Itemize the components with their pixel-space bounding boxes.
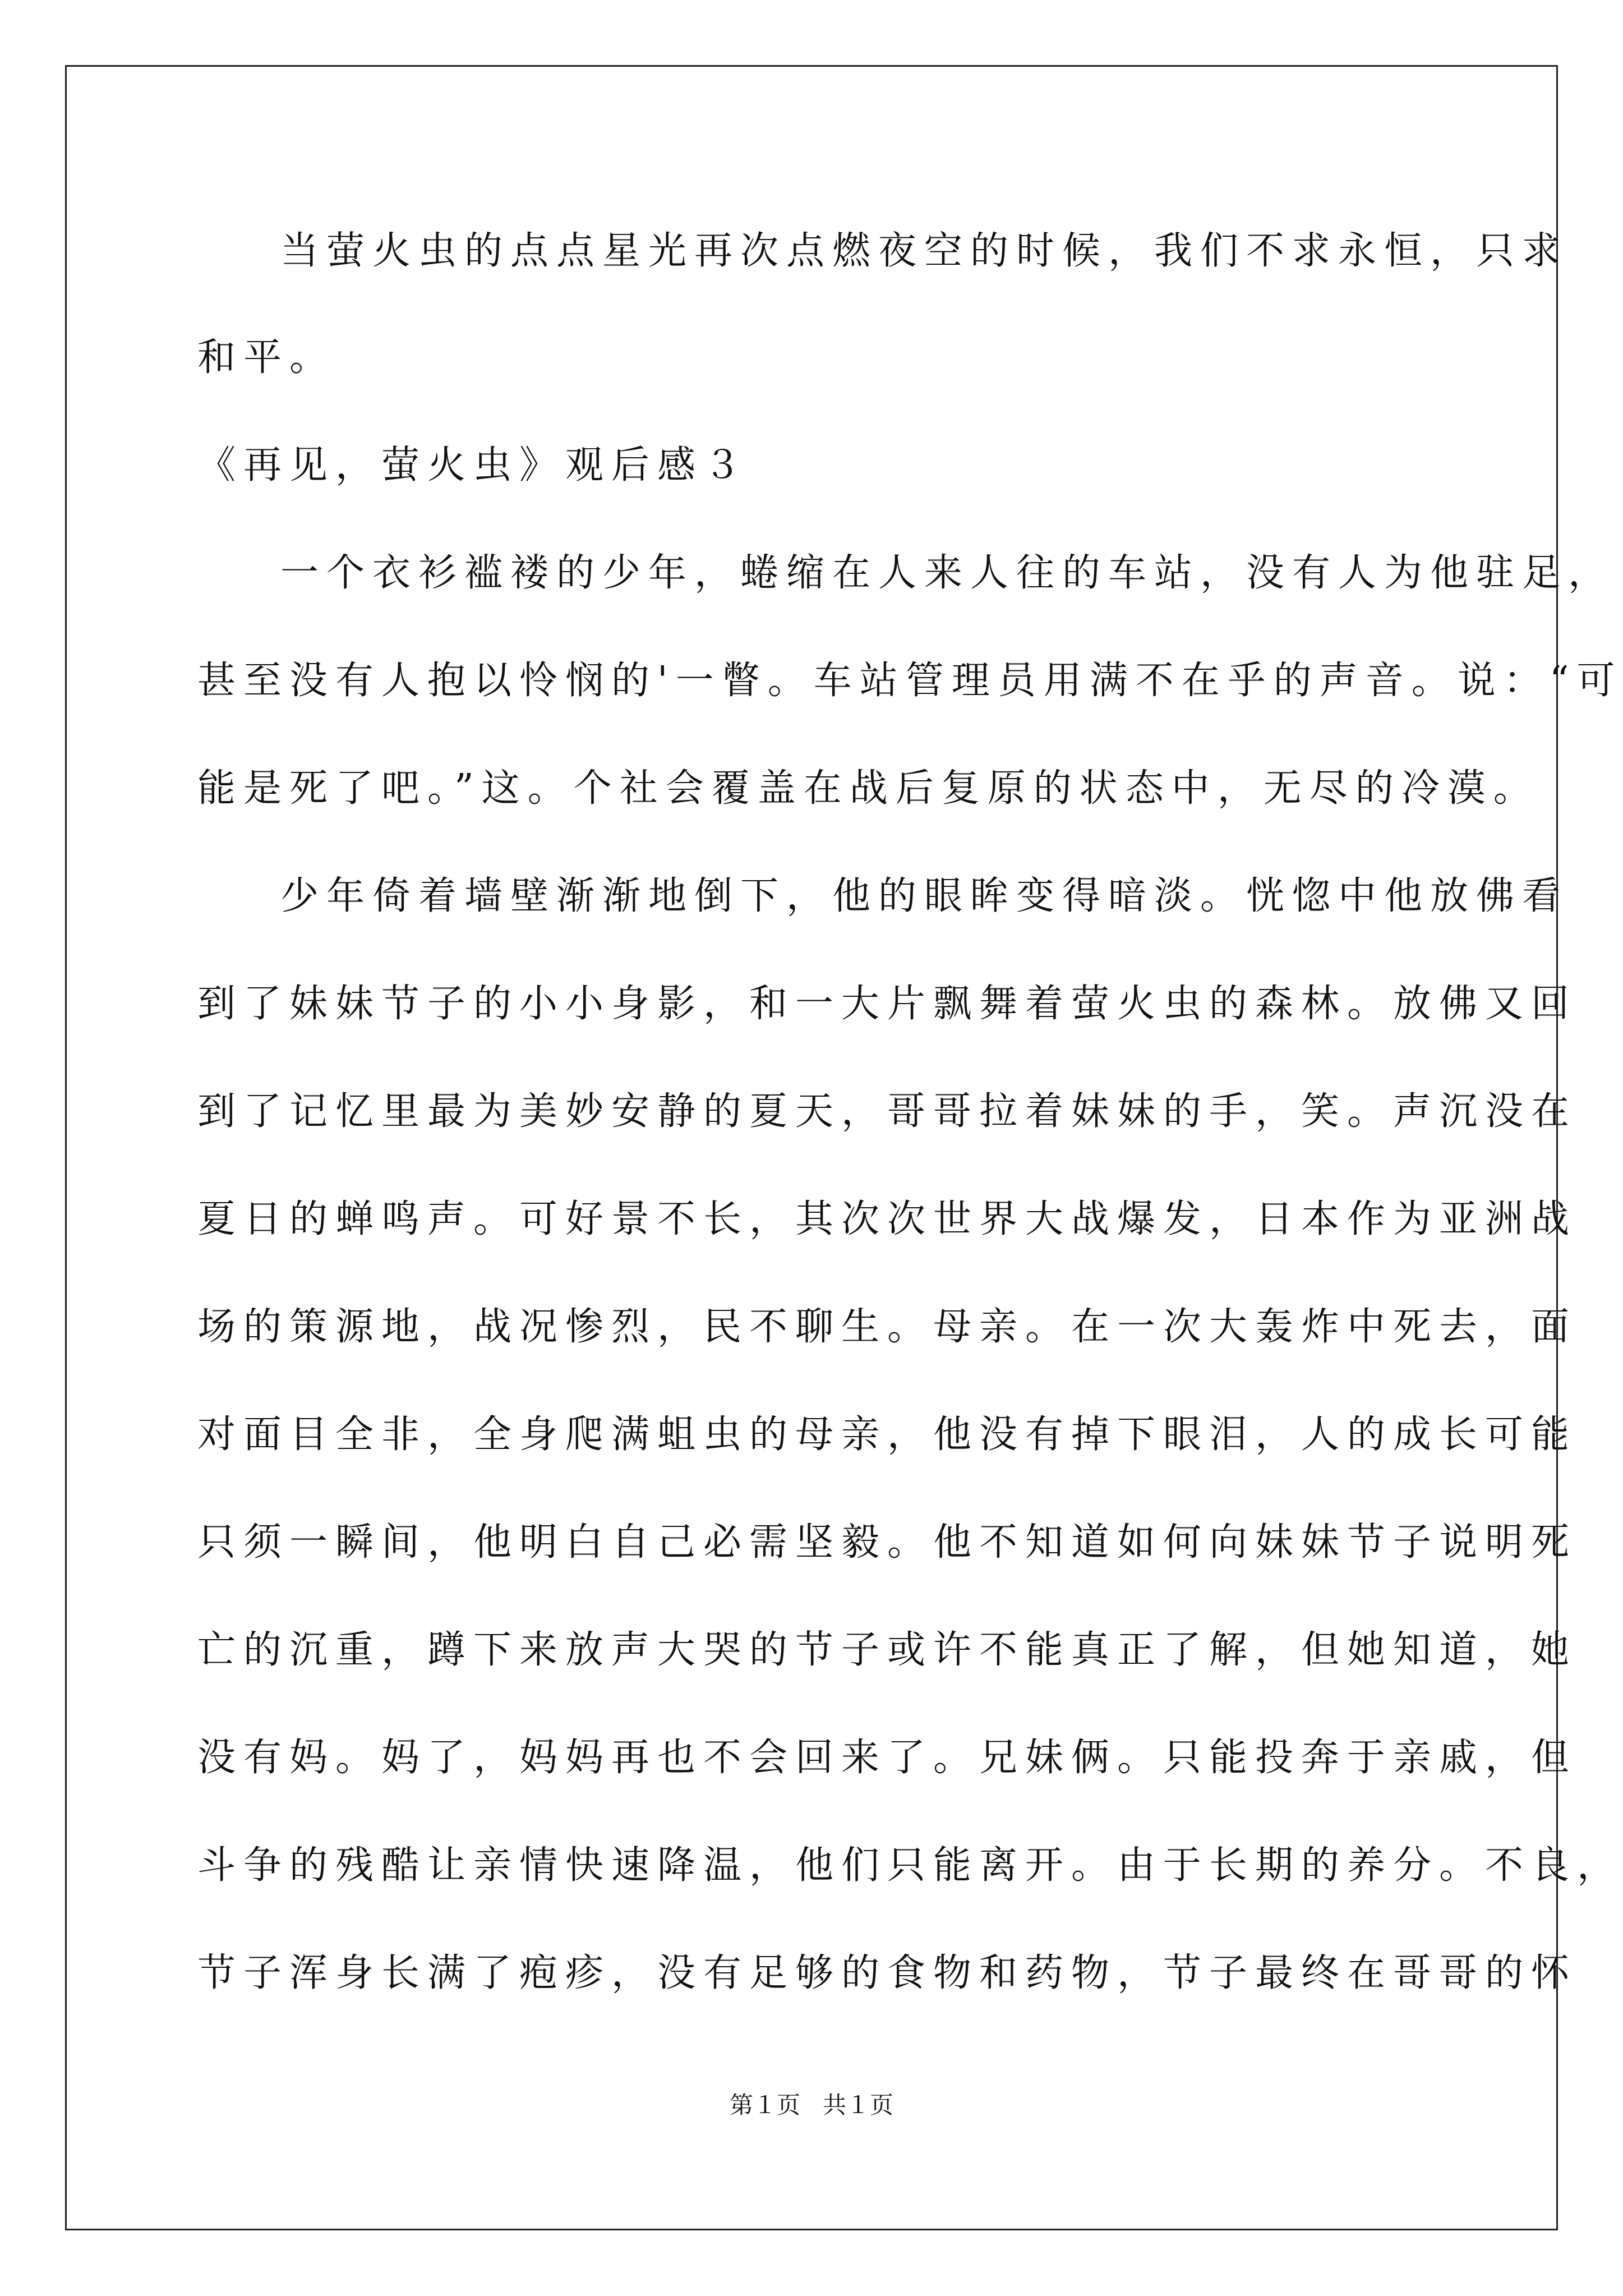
- paragraph-line: 亡的沉重，蹲下来放声大哭的节子或许不能真正了解，但她知道，她: [197, 1628, 1578, 1672]
- paragraph-line: 一个衣衫褴褛的少年，蜷缩在人来人往的车站，没有人为他驻足，: [280, 551, 1615, 595]
- paragraph-line: 到了妹妹节子的小小身影，和一大片飘舞着萤火虫的森林。放佛又回: [197, 982, 1578, 1026]
- paragraph-line: 对面目全非，全身爬满蛆虫的母亲，他没有掉下眼泪，人的成长可能: [197, 1412, 1578, 1457]
- paragraph-line: 只须一瞬间，他明白自己必需坚毅。他不知道如何向妹妹节子说明死: [197, 1520, 1578, 1565]
- paragraph-line: 当萤火虫的点点星光再次点燃夜空的时候，我们不求永恒，只求: [280, 229, 1569, 273]
- page-number-footer: 第１页 共１页: [729, 2091, 894, 2119]
- section-heading: 《再见，萤火虫》观后感３: [197, 443, 750, 487]
- paragraph-line: 甚至没有人抱以怜悯的'一瞥。车站管理员用满不在乎的声音。说：“可: [197, 659, 1623, 703]
- paragraph-line: 斗争的残酷让亲情快速降温，他们只能离开。由于长期的养分。不良，: [197, 1843, 1623, 1888]
- paragraph-line: 场的策源地，战况惨烈，民不聊生。母亲。在一次大轰炸中死去，面: [197, 1305, 1578, 1349]
- paragraph-line: 和平。: [197, 335, 336, 380]
- paragraph-line: 能是死了吧。”这。个社会覆盖在战后复原的状态中，无尽的冷漠。: [197, 766, 1539, 811]
- page-border: [65, 65, 1558, 2230]
- paragraph-line: 少年倚着墙壁渐渐地倒下，他的眼眸变得暗淡。恍惚中他放佛看: [280, 874, 1569, 918]
- paragraph-line: 夏日的蝉鸣声。可好景不长，其次次世界大战爆发，日本作为亚洲战: [197, 1197, 1578, 1241]
- paragraph-line: 节子浑身长满了疱疹，没有足够的食物和药物，节子最终在哥哥的怀: [197, 1951, 1578, 1995]
- paragraph-line: 到了记忆里最为美妙安静的夏天，哥哥拉着妹妹的手，笑。声沉没在: [197, 1089, 1578, 1134]
- paragraph-line: 没有妈。妈了，妈妈再也不会回来了。兄妹俩。只能投奔于亲戚，但: [197, 1736, 1578, 1780]
